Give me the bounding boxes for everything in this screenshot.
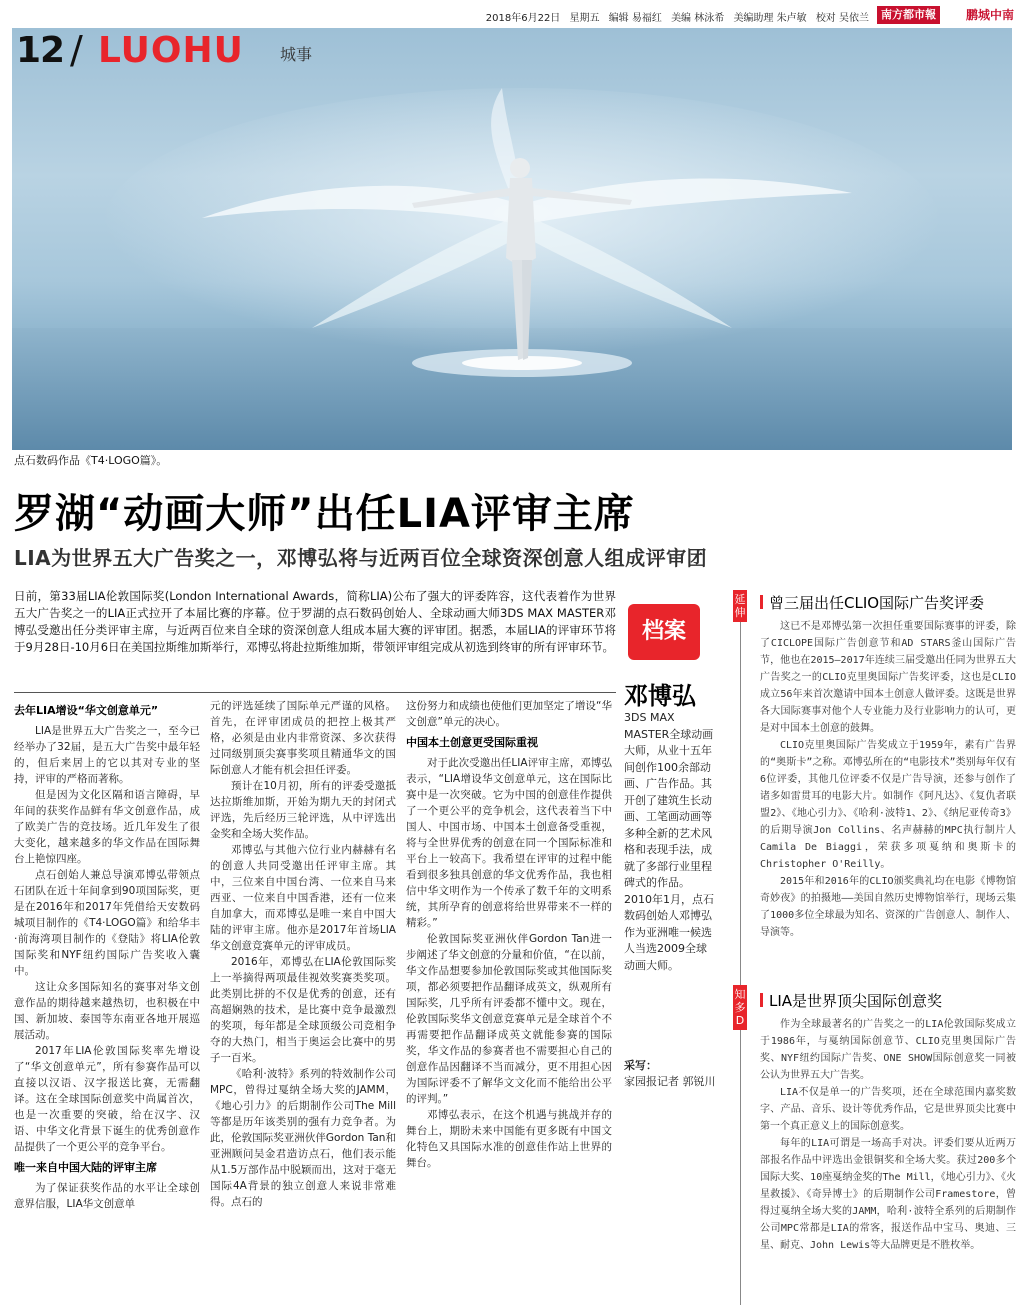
header-date: 2018年6月22日 bbox=[485, 13, 561, 24]
section-subtitle: 城事 bbox=[280, 45, 313, 64]
profile-bio: 3DS MAX MASTER全球动画大师，从业十五年间创作100余部动画、广告作品。其开创了建筑生长动画、工笔画动画等多种全新的艺术风格和表现手法，成就了多部行业里程碑式的作品。2010年1月，点石数码创始人邓博弘作为亚洲唯一候选人当选2009全球动画大师。 bbox=[624, 711, 714, 972]
page-header bbox=[0, 0, 1024, 28]
sidebar-divider bbox=[740, 590, 741, 1305]
paragraph: 每年的LIA可谓是一场高手对决。评委们要从近两万部报名作品中评选出金银铜奖和全场大奖。获过200多个国际大奖、10座戛纳金奖的The Mill，《地心引力》、《火星救援》、《奇异博士》的后期制作公司Framestore，曾得过戛纳全场大奖的JAMM，哈利·波特全系列的后期制作公司MPC常都是LIA的常客，报送作品中宝马、奥迪、三星、耐克、John Lewis等大品牌更是不胜枚举。 bbox=[760, 1138, 1016, 1251]
paragraph: 但是因为文化区隔和语言障碍，早年间的获奖作品鲜有华文创意作品，成了欧美广告的竞技场。近几年发生了很大变化，越来越多的华文作品在国际舞台上艳惊四座。 bbox=[14, 789, 200, 865]
paragraph: 为了保证获奖作品的水平让全球创意界信服，LIA华文创意单 bbox=[14, 1182, 200, 1210]
reporter-name: 家园报记者 郭锐川 bbox=[624, 1075, 716, 1088]
paragraph: 预计在10月初，所有的评委受邀抵达拉斯维加斯，开始为期九天的封闭式评选，先后经历三轮评选，从中评选出金奖和全场大奖作品。 bbox=[210, 780, 396, 840]
subsection-heading: 唯一来自中国大陆的评审主席 bbox=[14, 1161, 157, 1174]
paragraph: LIA不仅是单一的广告奖项，还在全球范围内嘉奖数字、产品、音乐、设计等优秀作品，它是世界顶尖比赛中第一个真正意义上的国际创意奖。 bbox=[760, 1087, 1016, 1132]
section-number: 12 bbox=[16, 30, 65, 71]
reporter-label: 采写： bbox=[624, 1059, 657, 1072]
paragraph: 这已不是邓博弘第一次担任重要国际赛事的评委，除了CICLOPE国际广告创意节和AD STARS釜山国际广告节，他也在2015—2017年连续三届受邀出任同为世界五大广告奖之一的CLIO克里奥国际广告奖评委，这也是CLIO成立56年来首次邀请中国本土创意人做评委。这既是世界各大国际赛事对他个人专业能力及行业影响力的认可，更是对中国本土创意的鼓舞。 bbox=[760, 621, 1016, 734]
sidebar-label-knowmore: 知多D bbox=[733, 985, 747, 1030]
subsection-heading: 去年LIA增设“华文创意单元” bbox=[14, 704, 159, 717]
article-column-2 bbox=[210, 698, 396, 1210]
article-column-1 bbox=[14, 698, 200, 1212]
paragraph: 2016年，邓博弘在LIA伦敦国际奖上一举摘得两项最佳视效奖赛类奖项。此类别比拼的不仅是优秀的创意，还有高超娴熟的技术，是比赛中竞争最激烈的奖项，每年都是全球顶级公司竞相争夺的大热门，相当于奥运会比赛中的男子一百米。 bbox=[210, 956, 396, 1064]
feature-photo bbox=[12, 28, 1012, 450]
headline: 罗湖“动画大师”出任LIA评审主席 bbox=[14, 491, 635, 537]
sidebar-title-clio: 曾三届出任CLIO国际广告奖评委 bbox=[760, 592, 984, 613]
reporter-credit bbox=[624, 1058, 716, 1090]
section-slash: / bbox=[70, 28, 83, 72]
sidebar-section-clio bbox=[760, 618, 1016, 941]
archive-badge-label: 档案 bbox=[641, 619, 686, 644]
header-art-editor: 美编 林泳希 bbox=[671, 13, 725, 24]
profile-name: 邓博弘 bbox=[624, 682, 696, 710]
sidebar-label-extend: 延伸 bbox=[733, 590, 747, 622]
sidebar-title-lia: LIA是世界顶尖国际创意奖 bbox=[760, 990, 942, 1011]
paragraph: CLIO克里奥国际广告奖成立于1959年，素有广告界的“奥斯卡”之称。邓博弘所在的“电影技术”类别每年仅有6位评委，其他几位评委不仅是广告导演，还参与创作了诸多如雷贯耳的电影大片。如制作《阿凡达》、《复仇者联盟2》、《地心引力》、《哈利·波特1、2》、《纳尼亚传奇3》的后期导演Jon Collins、名声赫赫的MPC执行制片人Camila De Biaggi，荣获多项戛纳和奥斯卡的Christopher O'Reilly。 bbox=[760, 740, 1016, 870]
paragraph: 伦敦国际奖亚洲伙伴Gordon Tan进一步阐述了华文创意的分量和价值，“在以前，华文作品想要参加伦敦国际奖或其他国际奖项，都必须要把作品翻译成英文，纵观所有国际奖，几乎所有评委都不懂中文。现在，伦敦国际奖华文创意竞赛单元是全球首个不再需要把作品翻译成英文就能参赛的国际奖，华文作品的参赛者也不需要担心自己的创意作品因翻译不当而减分，更不用担心因为国际评委不了解华文文化而不能给出公平的评判。” bbox=[406, 933, 612, 1105]
paragraph: 邓博弘表示，在这个机遇与挑战并存的舞台上，期盼未来中国能有更多既有中国文化特色又具国际水准的创意佳作站上世界的舞台。 bbox=[406, 1109, 612, 1169]
paragraph: 作为全球最著名的广告奖之一的LIA伦敦国际奖成立于1986年，与戛纳国际创意节、CLIO克里奥国际广告奖、NYF纽约国际广告奖、ONE SHOW国际创意奖一同被公认为世界五大广告奖。 bbox=[760, 1019, 1016, 1081]
edition-logo: 鹏城中南 bbox=[965, 8, 1014, 22]
lead-divider bbox=[14, 692, 616, 693]
header-meta bbox=[480, 9, 869, 24]
article-column-3 bbox=[406, 698, 612, 1171]
paragraph: 2017年LIA伦敦国际奖率先增设了“华文创意单元”，所有参赛作品可以直接以汉语、汉字报送比赛，无需翻译。这在全球国际创意奖中尚属首次，也是一次重要的突破，给在汉字、汉语、中华文化背景下诞生的优秀创意作品提供了一个更公平的竞争平台。 bbox=[14, 1045, 200, 1153]
water-dancer-illustration bbox=[12, 28, 1012, 450]
paragraph: 邓博弘与其他六位行业内赫赫有名的创意人共同受邀出任评审主席。其中，三位来自中国台湾、一位来自马来西亚、一位来自中国香港，还有一位来自加拿大，而邓博弘是唯一来自中国大陆的评审主席。他亦是2017年首场LIA华文创意竞赛单元的评审成员。 bbox=[210, 844, 396, 952]
paragraph: 这份努力和成绩也使他们更加坚定了增设“华文创意”单元的决心。 bbox=[406, 700, 612, 728]
sidebar-section-lia bbox=[760, 1016, 1016, 1254]
header-editor: 编辑 易福红 bbox=[608, 13, 662, 24]
header-weekday: 星期五 bbox=[569, 13, 600, 24]
section-name: LUOHU bbox=[98, 30, 244, 71]
paragraph: 这让众多国际知名的赛事对华文创意作品的期待越来越热切，也积极在中国、新加坡、泰国等东南亚各地开展巡展活动。 bbox=[14, 981, 200, 1041]
archive-badge bbox=[628, 604, 700, 660]
lead-paragraph: 日前，第33届LIA伦敦国际奖(London International Awards，简称LIA)公布了强大的评委阵容，这代表着作为世界五大广告奖之一的LIA正式拉开了本届比赛的序幕。位于罗湖的点石数码创始人、全球动画大师3DS MAX MASTER邓博弘受邀出任分类评审主席，与近两百位来自全球的资深创意人组成本届大赛的评审团。据悉，本届LIA的评审环节将于9月28日-10月6日在美国拉斯维加斯举行，邓博弘将赴拉斯维加斯，带领评审组完成从初选到终审的所有评审环节。 bbox=[14, 589, 616, 654]
header-proofreader: 校对 吴依兰 bbox=[815, 13, 869, 24]
newspaper-logo: 南方都市報 bbox=[877, 6, 940, 24]
subsection-heading: 中国本土创意更受国际重视 bbox=[406, 736, 538, 749]
paragraph: 对于此次受邀出任LIA评审主席，邓博弘表示，“LIA增设华文创意单元，这在国际比赛中是一次突破。它为中国的创意佳作提供了一个更公平的竞争机会，这代表着当下中国人、中国市场、中国本土创意备受重视，将与全世界优秀的创意在同一个国际标准和平台上一较高下。我希望在评审的过程中能看到很多独具创意的华文优秀作品，我也相信中华文明作为一个传承了数千年的文明系统，其所孕育的创意将给世界带来不一样的精彩。” bbox=[406, 757, 612, 929]
paragraph: LIA是世界五大广告奖之一，至今已经举办了32届，是五大广告奖中最年轻的，但后来居上的它以其对专业的坚持，评审的严格而著称。 bbox=[14, 725, 200, 785]
header-art-assistant: 美编助理 朱卢敏 bbox=[733, 13, 807, 24]
subheadline: LIA为世界五大广告奖之一，邓博弘将与近两百位全球资深创意人组成评审团 bbox=[14, 546, 708, 570]
paragraph: 2015年和2016年的CLIO颁奖典礼均在电影《博物馆奇妙夜》的拍摄地——美国自然历史博物馆举行，现场云集了1000多位全球最为知名、资深的广告创意人、制作人、导演等。 bbox=[760, 876, 1016, 938]
paragraph: 元的评选延续了国际单元严谨的风格。首先，在评审团成员的把控上极其严格，必须是由业内非常资深、多次获得过同级别顶尖赛事奖项且精通华文的国际创意人才能有机会担任评委。 bbox=[210, 700, 396, 776]
paragraph: 点石创始人兼总导演邓博弘带领点石团队在近十年间拿到90项国际奖，更是在2016年和2017年凭借给天安数码城项目制作的《T4·LOGO篇》和给华丰·前海湾项目制作的《登陆》将LIA伦敦国际奖和NYF纽约国际广告奖收入囊中。 bbox=[14, 869, 200, 977]
paragraph: 《哈利·波特》系列的特效制作公司MPC，曾得过戛纳全场大奖的JAMM，《地心引力》的后期制作公司The Mill等都是历年该类别的强有力竞争者。为此，伦敦国际奖亚洲伙伴Gordon Tan和亚洲顾问吴金君造访点石，他们表示能从1.5万部作品中脱颖而出，这对于毫无国际4A背景的独立创意人来说非常难得。点石的 bbox=[210, 1068, 396, 1208]
photo-caption: 点石数码作品《T4·LOGO篇》。 bbox=[14, 454, 168, 467]
